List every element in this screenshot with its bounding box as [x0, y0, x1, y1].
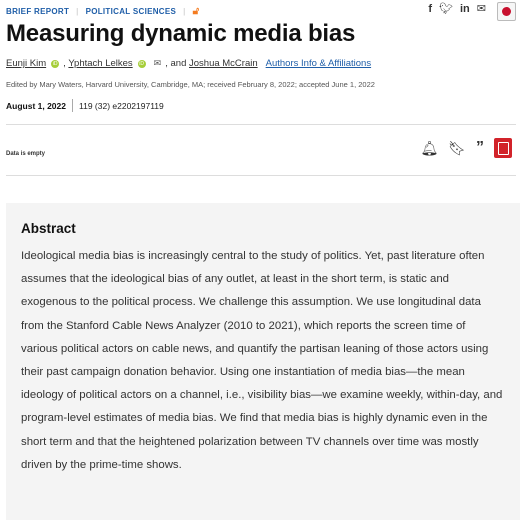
divider: | [183, 6, 186, 16]
citation: 119 (32) e2202197119 [79, 100, 164, 111]
divider [72, 99, 73, 112]
edited-by-line: Edited by Mary Waters, Harvard University, Cambridge, MA; received February 8, 2022; accepted June 1, 2022 [6, 80, 375, 89]
linkedin-icon[interactable]: in [460, 3, 470, 15]
email-icon[interactable]: ✉︎ [476, 3, 486, 15]
divider [6, 124, 516, 125]
abstract-section [6, 203, 520, 520]
abstract-heading: Abstract [21, 221, 76, 236]
author-link[interactable]: Eunji Kim [6, 58, 47, 69]
metrics-note: Data is empty [6, 151, 46, 157]
email-icon[interactable]: ✉︎ [153, 58, 162, 68]
open-access-icon: 🔓︎ [192, 5, 200, 17]
bell-icon[interactable]: 🔔︎ [420, 140, 439, 156]
share-bar [428, 4, 486, 15]
author-link[interactable]: Yphtach Lelkes [68, 58, 133, 69]
author-separator: , and [165, 58, 187, 69]
divider: | [76, 6, 79, 16]
page-title: Measuring dynamic media bias [6, 20, 356, 47]
author-link[interactable]: Joshua McCrain [189, 58, 258, 69]
abstract-text: Ideological media bias is increasingly central to the study of politics. Yet, past literature often assumes that the ideological bias of any outlet, at least in the short term, is static and exogenous to the political process. We challenge this assumption. We use longitudinal data from the Stanford Cable News Analyzer (2010 to 2021), which reports the screen time of various political actors on cable news, and quantify the partisan leaning of those actors using their past campaign donation behavior. Using one instantiation of media bias—the mean ideology of political actors on a channel, i.e., visibility bias—we examine weekly, within-day, and program-level estimates of media bias. We find that media bias is highly dynamic even in the short term and that the heightened polarization between TV channels over time was mostly driven by the prime-time shows. [21, 250, 503, 471]
document-icon [498, 142, 509, 155]
seal-icon [502, 7, 511, 16]
bookmark-icon[interactable]: 🔖︎ [448, 140, 466, 156]
author-separator: , [63, 58, 66, 69]
quote-icon[interactable]: ” [476, 139, 484, 156]
twitter-icon[interactable]: 🐦︎ [439, 3, 453, 15]
publication-date: August 1, 2022 [6, 100, 66, 111]
orcid-icon[interactable]: iD [52, 60, 58, 67]
section-link[interactable]: POLITICAL SCIENCES [85, 6, 177, 16]
journal-logo[interactable] [497, 2, 516, 21]
article-toolbar [420, 138, 512, 158]
facebook-icon[interactable]: f [428, 3, 433, 15]
authors-info-link[interactable]: Authors Info & Affiliations [265, 58, 372, 69]
pdf-icon[interactable] [494, 138, 512, 158]
divider [6, 175, 516, 176]
orcid-icon[interactable]: iD [139, 60, 145, 67]
publication-info [6, 99, 164, 112]
article-type-link[interactable]: BRIEF REPORT [6, 6, 70, 16]
author-list [6, 58, 371, 69]
